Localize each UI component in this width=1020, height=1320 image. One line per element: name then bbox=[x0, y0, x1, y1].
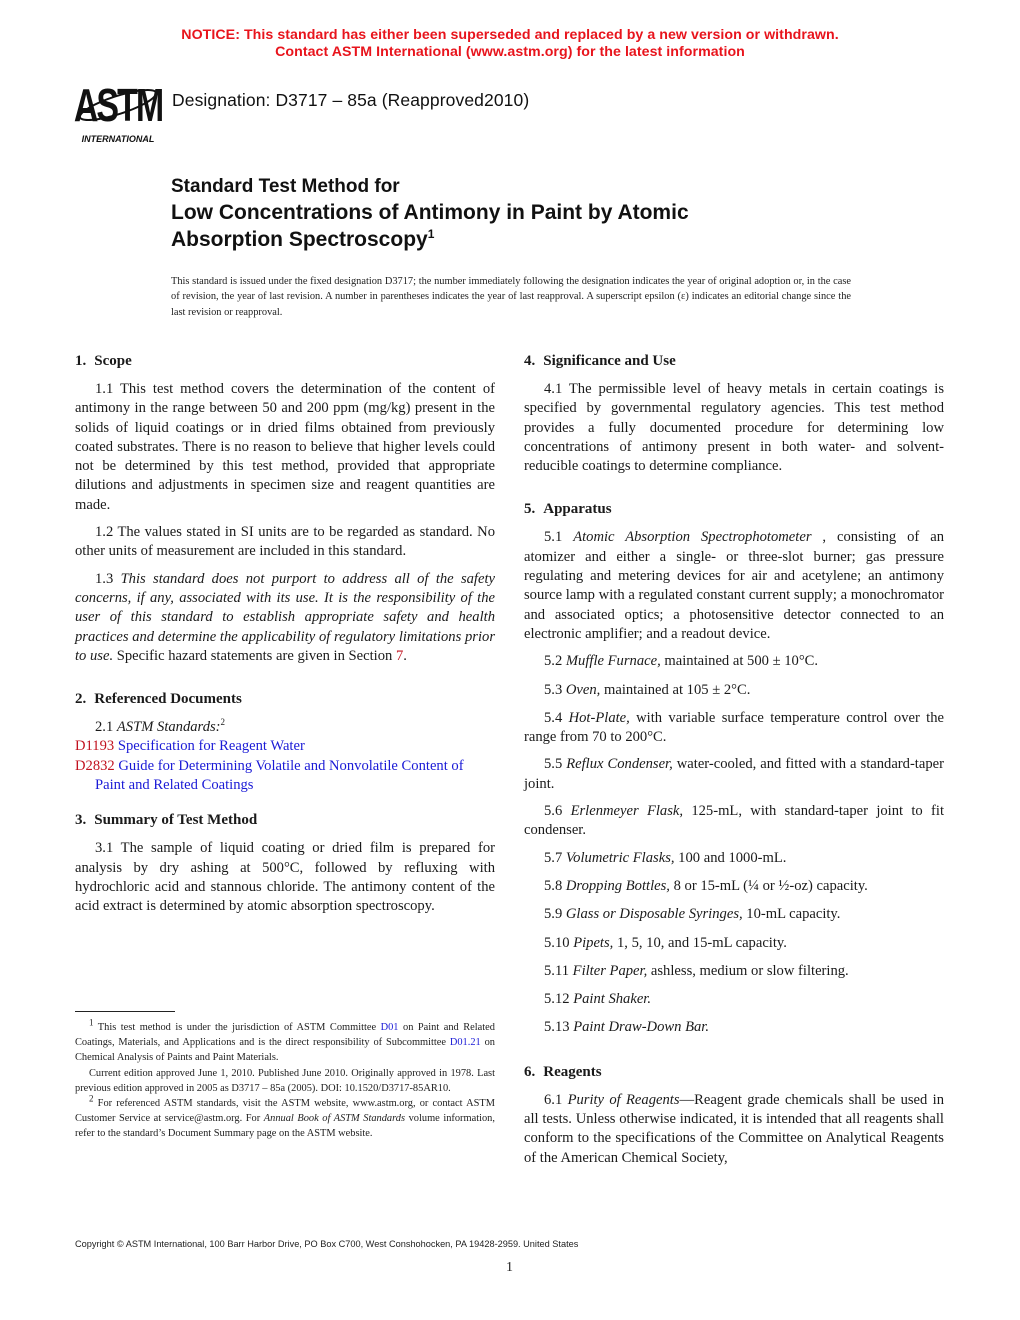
designation: Designation: D3717 – 85a (Reapproved2010) bbox=[172, 90, 530, 110]
footnotes bbox=[75, 1017, 495, 1142]
reference-title: Specification for Reagent Water bbox=[117, 738, 305, 755]
footnote-1: $^1$ This test method is under the jurisdiction of ASTM Committee D01 on Paint and Related Coatings, Materials, and Applications and is the direct responsibility of Subcommittee D01.21 on Chemical Analysis of Paints and Paint Materials. bbox=[75, 1017, 495, 1064]
svg-text:ASTM: ASTM bbox=[74, 78, 162, 132]
paragraph-1-2: 1.2 The values stated in SI units are to be regarded as standard. No other units of measurement are included in this standard. bbox=[75, 524, 495, 560]
apparatus-item: 5.5 Reflux Condenser, water-cooled, and fitted with a standard-taper joint. bbox=[524, 756, 944, 792]
right-column bbox=[524, 352, 944, 1176]
paragraph-2-1: 2.1 ASTM Standards:$^2$ bbox=[95, 717, 226, 736]
apparatus-item: 5.13 Paint Draw-Down Bar. bbox=[544, 1019, 709, 1036]
paragraph-3-1: 3.1 The sample of liquid coating or dried film is prepared for analysis by dry ashing at 500°C, followed by refluxing with hydrochloric acid and stannous chloride. The antimony content of the acid extract is determined by atomic absorption spectroscopy. bbox=[75, 840, 495, 915]
logo-wordmark: INTERNATIONAL bbox=[81, 134, 155, 144]
apparatus-item: 5.10 Pipets, 1, 5, 10, and 15-mL capacity. bbox=[544, 934, 787, 951]
reference-d1193[interactable] bbox=[75, 737, 495, 756]
apparatus-item: 5.8 Dropping Bottles, 8 or 15-mL (¼ or ½-oz) capacity. bbox=[544, 877, 868, 894]
supersession-notice bbox=[0, 27, 1020, 61]
left-column bbox=[75, 352, 495, 925]
apparatus-item: 5.2 Muffle Furnace, maintained at 500 ± 10°C. bbox=[544, 653, 819, 670]
title-footnote-mark[interactable]: 1 bbox=[427, 227, 435, 241]
title-line-2: Absorption Spectroscopy$^1$ bbox=[171, 227, 435, 251]
reference-title: Guide for Determining Volatile and Nonvolatile Content of Paint and Related Coatings bbox=[95, 757, 464, 794]
paragraph-4-1: 4.1 The permissible level of heavy metals in certain coatings is specified by governmental regulatory agencies. This test method provides a fully documented procedure for determining low concentrations of antimony present in both water- and solvent-reducible coatings to determine compliance. bbox=[524, 381, 944, 475]
paragraph-6-1: 6.1 Purity of Reagents—Reagent grade chemicals shall be used in all tests. Unless otherwise indicated, it is intended that all reagents shall conform to the specifications of the Committee on Analytical Reagents of the American Chemical Society, bbox=[524, 1091, 944, 1166]
footnote-2: $^2$ For referenced ASTM standards, visit the ASTM website, www.astm.org, or contact ASTM Customer Service at service@astm.org. For Annual Book of ASTM Standards volume information, refer to the standard’s Document Summary page on the ASTM website. bbox=[75, 1093, 495, 1140]
apparatus-item: 5.1 Atomic Absorption Spectrophotometer , consisting of an atomizer and either a single- or three-slot burner; gas pressure regulating and metering devices for air and acetylene; an antimony source lamp with a regulated constant current supply; a monochromator and associated optics; a photosensitive detector connected to an electronic amplifier; and a readout device. bbox=[524, 529, 944, 642]
reference-code: D1193 bbox=[75, 738, 115, 755]
notice-line-1: NOTICE: This standard has either been superseded and replaced by a new version or withdrawn. bbox=[181, 27, 839, 43]
committee-d01-link[interactable]: D01 bbox=[380, 1022, 399, 1033]
astm-international-logo-icon bbox=[74, 75, 162, 145]
paragraph-1-3: 1.3 This standard does not purport to address all of the safety concerns, if any, associated with its use. It is the responsibility of the user of this standard to establish appropriate safety and health practices and determine the applicability of regulatory limitations prior to use. Specific hazard statements are given in Section 7. bbox=[75, 570, 495, 664]
section-7-link[interactable]: 7 bbox=[395, 647, 404, 664]
section-heading-significance: 4. Significance and Use bbox=[524, 353, 676, 369]
section-heading-apparatus: 5. Apparatus bbox=[524, 501, 612, 518]
footnote-1-edition: Current edition approved June 1, 2010. Published June 2010. Originally approved in 1978. Last previous edition approved in 2005 as D3717 – 85a (2005). DOI: 10.1520/D3717-85AR10. bbox=[75, 1067, 495, 1094]
title-line-1: Low Concentrations of Antimony in Paint by Atomic bbox=[171, 201, 689, 224]
document-title bbox=[171, 175, 689, 253]
reference-code: D2832 bbox=[75, 757, 115, 774]
page-number: 1 bbox=[506, 1260, 513, 1275]
apparatus-item: 5.9 Glass or Disposable Syringes, 10-mL capacity. bbox=[544, 906, 841, 923]
apparatus-item: 5.12 Paint Shaker. bbox=[544, 991, 652, 1008]
title-prefix: Standard Test Method for bbox=[171, 176, 400, 197]
section-heading-reagents: 6. Reagents bbox=[524, 1063, 602, 1080]
reference-d2832[interactable] bbox=[75, 757, 495, 796]
footnote-2-mark[interactable]: 2 bbox=[220, 717, 226, 728]
notice-line-2: Contact ASTM International (www.astm.org) for the latest information bbox=[275, 44, 745, 60]
issuance-note: This standard is issued under the fixed designation D3717; the number immediately following the designation indicates the year of original adoption or, in the case of revision, the year of last revision. A number in parentheses indicates the year of last reapproval. A superscript epsilon (ε) indicates an editorial change since the last revision or reapproval. bbox=[171, 276, 851, 318]
apparatus-item: 5.4 Hot-Plate, with variable surface temperature control over the range from 70 to 200°C. bbox=[524, 709, 945, 746]
subcommittee-d01-21-link[interactable]: D01.21 bbox=[449, 1037, 481, 1049]
apparatus-item: 5.3 Oven, maintained at 105 ± 2°C. bbox=[544, 681, 751, 698]
section-heading-summary: 3. Summary of Test Method bbox=[75, 812, 258, 829]
section-heading-scope: 1. Scope bbox=[75, 353, 132, 369]
apparatus-item: 5.6 Erlenmeyer Flask, 125-mL, with standard-taper joint to fit condenser. bbox=[524, 803, 945, 839]
apparatus-item: 5.7 Volumetric Flasks, 100 and 1000-mL. bbox=[544, 849, 787, 866]
apparatus-item: 5.11 Filter Paper, ashless, medium or slow filtering. bbox=[544, 962, 849, 979]
footnote-divider bbox=[75, 1011, 175, 1012]
section-heading-referenced-documents: 2. Referenced Documents bbox=[75, 691, 242, 708]
paragraph-1-1: 1.1 This test method covers the determination of the content of antimony in the range between 50 and 200 ppm (mg/kg) present in the solids of liquid coatings or in dried films obtained from previously coated substrates. There is no reason to believe that higher levels could not be determined by this test method, provided that appropriate dilutions and adjustments in specimen size and reagent quantities are made. bbox=[75, 381, 495, 513]
copyright-line: Copyright © ASTM International, 100 Barr Harbor Drive, PO Box C700, West Conshohocken, PA 19428-2959. United States bbox=[75, 1239, 579, 1249]
